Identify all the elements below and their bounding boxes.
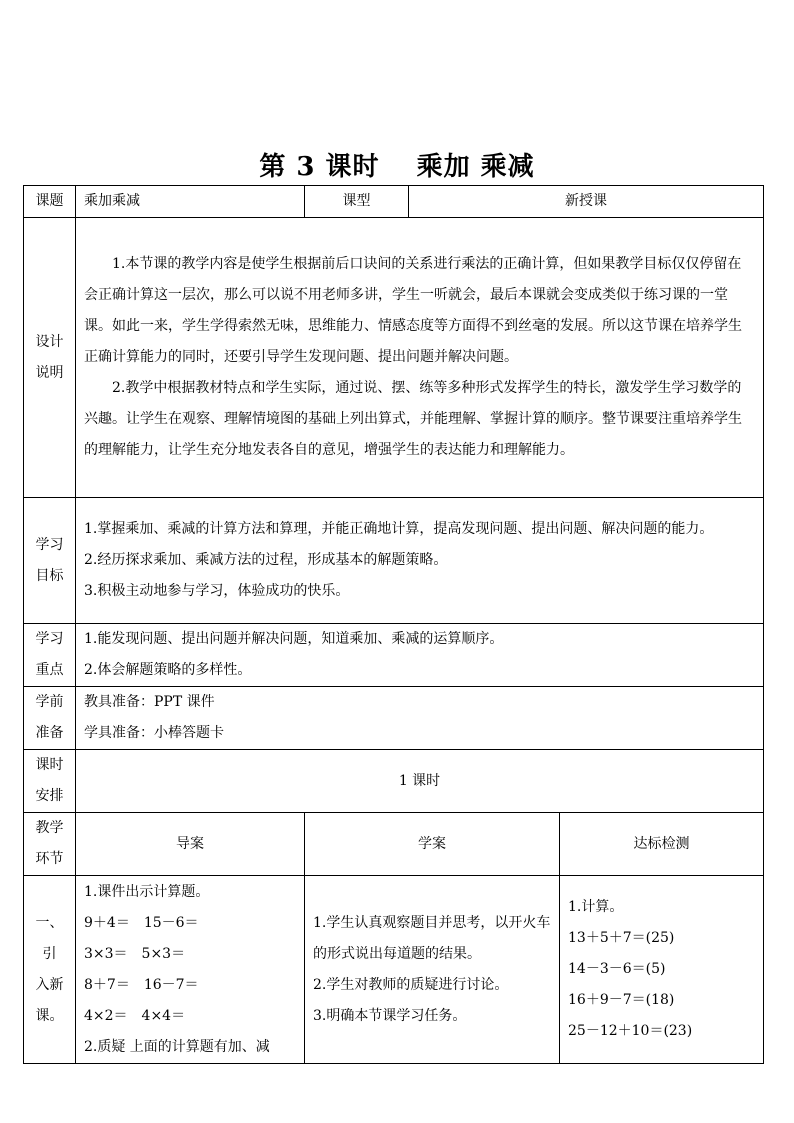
row-stage-header [24, 813, 764, 876]
key-item: 2.体会解题策略的多样性。 [84, 662, 252, 678]
guide-line: 4×2＝ 4×4＝ [84, 1007, 186, 1024]
lesson-type-label: 课型 [305, 186, 409, 218]
schedule-label: 课时 安排 [24, 750, 76, 813]
row-intro [24, 876, 764, 1064]
guide-line: 8＋7＝ 16－7＝ [84, 976, 199, 993]
stage-label: 教学 环节 [24, 813, 76, 876]
check-header: 达标检测 [560, 813, 764, 876]
design-paragraph: 1.本节课的教学内容是使学生根据前后口诀间的关系进行乘法的正确计算，但如果教学目标仅仅停留在会正确计算这一层次，那么可以说不用老师多讲，学生一听就会，最后本课就会变成类似于练习课的一堂课。如此一来，学生学得索然无味，思维能力、情感态度等方面得不到丝毫的发展。所以这节课在培养学生正确计算能力的同时，还要引导学生发现问题、提出问题并解决问题。 [84, 256, 742, 365]
intro-label: 一、引 入新 课。 [24, 876, 76, 1064]
topic-label: 课题 [24, 186, 76, 218]
intro-check [560, 876, 764, 1064]
goal-item: 3.积极主动地参与学习，体验成功的快乐。 [84, 583, 350, 599]
page-title: 第 3 课时 乘加 乘减 [259, 152, 535, 182]
lesson-plan-table [23, 185, 764, 1064]
key-content [76, 624, 764, 687]
prep-content [76, 687, 764, 750]
study-header: 学案 [305, 813, 560, 876]
row-schedule [24, 750, 764, 813]
guide-line: 3×3＝ 5×3＝ [84, 945, 186, 962]
intro-study [305, 876, 560, 1064]
guide-line: 1.课件出示计算题。 [84, 883, 210, 900]
lesson-type-value: 新授课 [409, 186, 764, 218]
design-content [76, 218, 764, 498]
check-line: 14－3－6＝(5) [568, 961, 666, 977]
row-design [24, 218, 764, 498]
check-line: 25－12＋10＝(23) [568, 1023, 693, 1039]
check-line: 1.计算。 [568, 899, 624, 915]
guide-header: 导案 [76, 813, 305, 876]
intro-guide [76, 876, 305, 1064]
prep-item: 学具准备：小棒答题卡 [84, 725, 224, 741]
schedule-value: 1 课时 [76, 750, 764, 813]
topic-value: 乘加乘减 [76, 186, 305, 218]
prep-label: 学前 准备 [24, 687, 76, 750]
goal-item: 2.经历探求乘加、乘减方法的过程，形成基本的解题策略。 [84, 552, 448, 568]
row-key-points [24, 624, 764, 687]
row-topic [24, 186, 764, 218]
guide-line: 2.质疑 上面的计算题有加、减 [84, 1038, 270, 1055]
check-line: 13＋5＋7＝(25) [568, 930, 675, 946]
study-line: 1.学生认真观察题目并思考，以开火车的形式说出每道题的结果。 [313, 914, 551, 962]
design-paragraph: 2.教学中根据教材特点和学生实际，通过说、摆、练等多种形式发挥学生的特长，激发学生学习数学的兴趣。让学生在观察、理解情境图的基础上列出算式，并能理解、掌握计算的顺序。整节课要注重培养学生的理解能力，让学生充分地发表各自的意见，增强学生的表达能力和理解能力。 [84, 380, 742, 458]
guide-line: 9＋4＝ 15－6＝ [84, 914, 199, 931]
row-goals [24, 498, 764, 624]
prep-item: 教具准备：PPT 课件 [84, 694, 215, 710]
row-preparation [24, 687, 764, 750]
goals-label: 学习 目标 [24, 498, 76, 624]
check-line: 16＋9－7＝(18) [568, 992, 675, 1008]
key-label: 学习 重点 [24, 624, 76, 687]
key-item: 1.能发现问题、提出问题并解决问题，知道乘加、乘减的运算顺序。 [84, 631, 504, 647]
design-label: 设计 说明 [24, 218, 76, 498]
goal-item: 1.掌握乘加、乘减的计算方法和算理，并能正确地计算，提高发现问题、提出问题、解决问题的能力。 [84, 521, 714, 537]
study-line: 2.学生对教师的质疑进行讨论。 [313, 976, 509, 993]
study-line: 3.明确本节课学习任务。 [313, 1007, 467, 1024]
goals-content [76, 498, 764, 624]
